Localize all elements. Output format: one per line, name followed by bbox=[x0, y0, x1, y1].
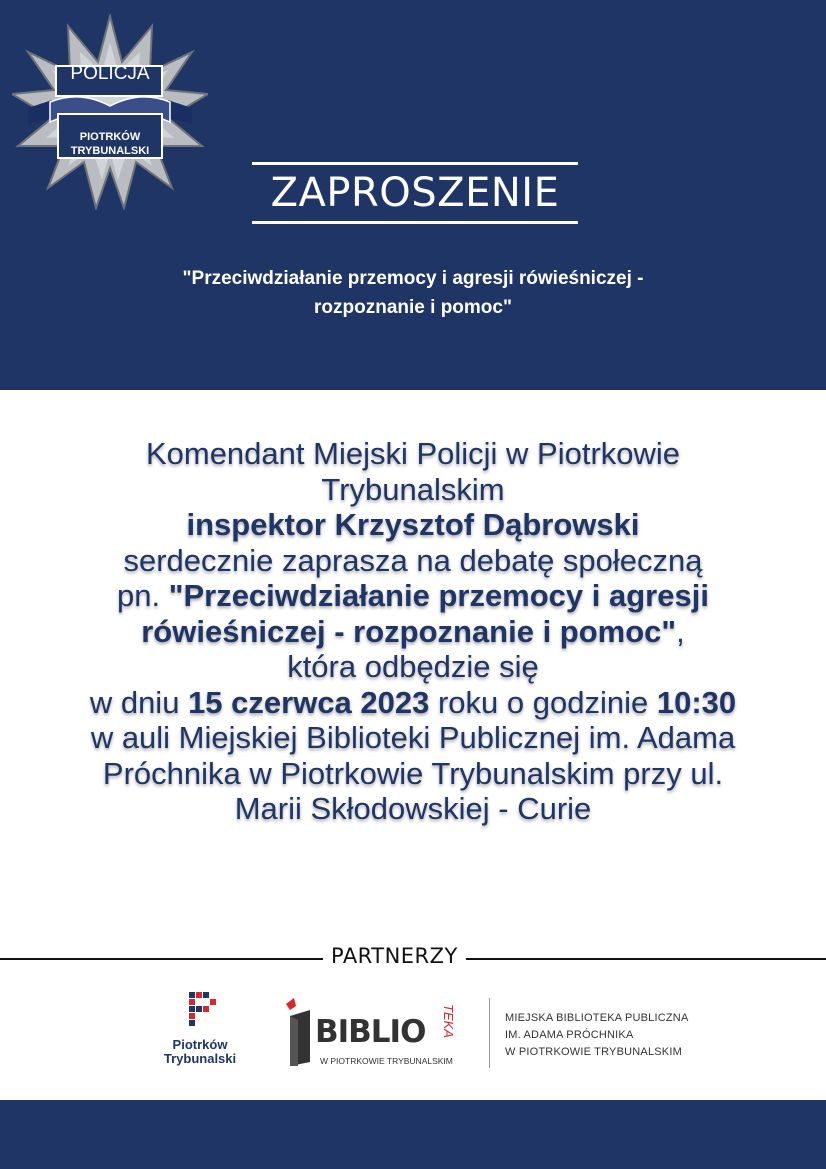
partners-label: PARTNERZY bbox=[323, 944, 466, 968]
date-mid: roku o godzinie bbox=[429, 684, 657, 720]
header-banner bbox=[0, 0, 826, 390]
host-name: inspektor Krzysztof Dąbrowski bbox=[186, 507, 640, 542]
piotrkow-city-logo bbox=[150, 990, 250, 1070]
footer-bar bbox=[0, 1100, 826, 1169]
book-icon bbox=[284, 996, 314, 1066]
topic-part-2: rówieśniczej - rozpoznanie i pomoc" bbox=[141, 613, 677, 649]
city-p-icon bbox=[177, 990, 223, 1034]
invitation-text bbox=[20, 436, 806, 827]
title-block bbox=[252, 162, 578, 224]
place-line-2: Próchnika w Piotrkowie Trybunalskim przy ul. bbox=[102, 755, 724, 791]
pn-prefix: pn. bbox=[117, 578, 169, 613]
badge-bottom-label-1: PIOTRKÓW bbox=[79, 131, 141, 143]
invitation-line-4: serdecznie zaprasza na debatę społeczną bbox=[123, 542, 703, 578]
logo-divider bbox=[489, 998, 490, 1068]
badge-top-label: POLICJA bbox=[70, 63, 150, 84]
library-line-2: IM. ADAMA PRÓCHNIKA bbox=[505, 1029, 634, 1041]
city-name-2: Trybunalski bbox=[163, 1051, 237, 1066]
invitation-line-2: Trybunalskim bbox=[321, 471, 505, 507]
page-title: ZAPROSZENIE bbox=[270, 170, 560, 216]
event-time: 10:30 bbox=[656, 684, 737, 720]
invitation-name bbox=[20, 507, 806, 543]
invitation-topic-line-1 bbox=[20, 578, 806, 614]
invitation-topic-line-2 bbox=[20, 614, 806, 650]
city-name-1: Piotrków bbox=[172, 1037, 228, 1052]
title-rule-top bbox=[252, 162, 578, 165]
invitation-date-line bbox=[20, 685, 806, 721]
library-line-1: MIEJSKA BIBLIOTEKA PUBLICZNA bbox=[505, 1012, 689, 1024]
invitation-line-7: która odbędzie się bbox=[287, 649, 539, 684]
library-line-3: W PIOTRKOWIE TRYBUNALSKIM bbox=[505, 1046, 682, 1058]
subtitle-line-1: "Przeciwdziałanie przemocy i agresji rówieśniczej - bbox=[182, 268, 644, 289]
biblioteka-logo bbox=[284, 996, 484, 1071]
title-rule-bottom bbox=[252, 221, 578, 224]
police-badge-icon bbox=[12, 14, 208, 210]
place-line-3: Marii Skłodowskiej - Curie bbox=[234, 791, 592, 826]
subtitle-line-2: rozpoznanie i pomoc" bbox=[314, 297, 512, 318]
header-subtitle bbox=[60, 264, 766, 322]
topic-part-1: "Przeciwdziałanie przemocy i agresji bbox=[168, 578, 709, 613]
place-line-1: w auli Miejskiej Biblioteki Publicznej im. Adama bbox=[90, 720, 736, 755]
invitation-line-1: Komendant Miejski Policji w Piotrkowie bbox=[145, 436, 681, 471]
biblio-teka: TEKA bbox=[441, 1004, 456, 1038]
biblio-wordmark: BIBLIO bbox=[315, 1014, 426, 1050]
biblio-subtitle: W PIOTRKOWIE TRYBUNALSKIM bbox=[320, 1056, 453, 1066]
topic-comma: , bbox=[676, 613, 685, 649]
date-prefix: w dniu bbox=[89, 684, 189, 720]
event-date: 15 czerwca 2023 bbox=[188, 684, 430, 720]
library-name-block bbox=[505, 1010, 689, 1061]
badge-bottom-label-2: TRYBUNALSKI bbox=[70, 145, 150, 157]
